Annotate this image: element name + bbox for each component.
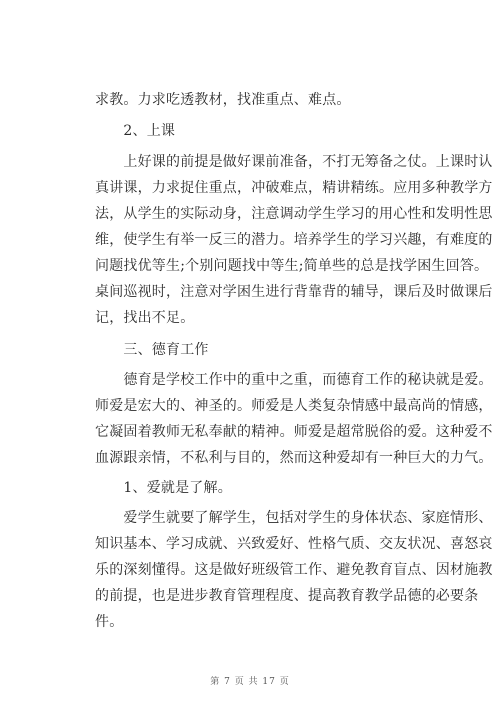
- text-line: 乐的深刻懂得。这是做好班级管工作、避免教育盲点、因材施教: [95, 562, 493, 578]
- text-line: 记，找出不足。: [95, 310, 195, 326]
- text-line: 的前提，也是进步教育管理程度、提高教育教学品德的必要条: [95, 588, 479, 604]
- text-line: 上好课的前提是做好课前准备，不打无筹备之仗。上课时认: [95, 154, 493, 170]
- text-line: 问题找优等生;个别问题找中等生;简单些的总是找学困生回答。: [95, 258, 489, 274]
- text-line: 真讲课，力求捉住重点，冲破难点，精讲精练。应用多种教学方: [95, 180, 493, 196]
- text-line: 件。: [95, 614, 124, 630]
- text-line: 知识基本、学习成就、兴致爱好、性格气质、交友状况、喜怒哀: [95, 536, 493, 552]
- text-line: 求教。力求吃透教材，找准重点、难点。: [95, 92, 351, 108]
- section-heading: 1、爱就是了解。: [95, 480, 232, 496]
- section-heading: 三、德育工作: [95, 342, 209, 358]
- text-line: 爱学生就要了解学生，包括对学生的身体状态、家庭情形、: [95, 510, 493, 526]
- text-line: 师爱是宏大的、神圣的。师爱是人类复杂情感中最高尚的情感，: [95, 398, 493, 414]
- text-line: 维，使学生有举一反三的潜力。培养学生的学习兴趣，有难度的: [95, 232, 493, 248]
- text-line: 德育是学校工作中的重中之重，而德育工作的秘诀就是爱。: [95, 372, 493, 388]
- text-line: 它凝固着教师无私奉献的精神。师爱是超常脱俗的爱。这种爱不: [95, 424, 493, 440]
- text-line: 法，从学生的实际动身，注意调动学生学习的用心性和发明性思: [95, 206, 493, 222]
- section-heading: 2、上课: [95, 123, 176, 139]
- text-line: 桌间巡视时，注意对学困生进行背靠背的辅导，课后及时做课后: [95, 284, 493, 300]
- page-number-footer: 第 7 页 共 17 页: [210, 677, 290, 687]
- text-line: 血源跟亲情，不私利与目的，然而这种爱却有一种巨大的力气。: [95, 450, 493, 466]
